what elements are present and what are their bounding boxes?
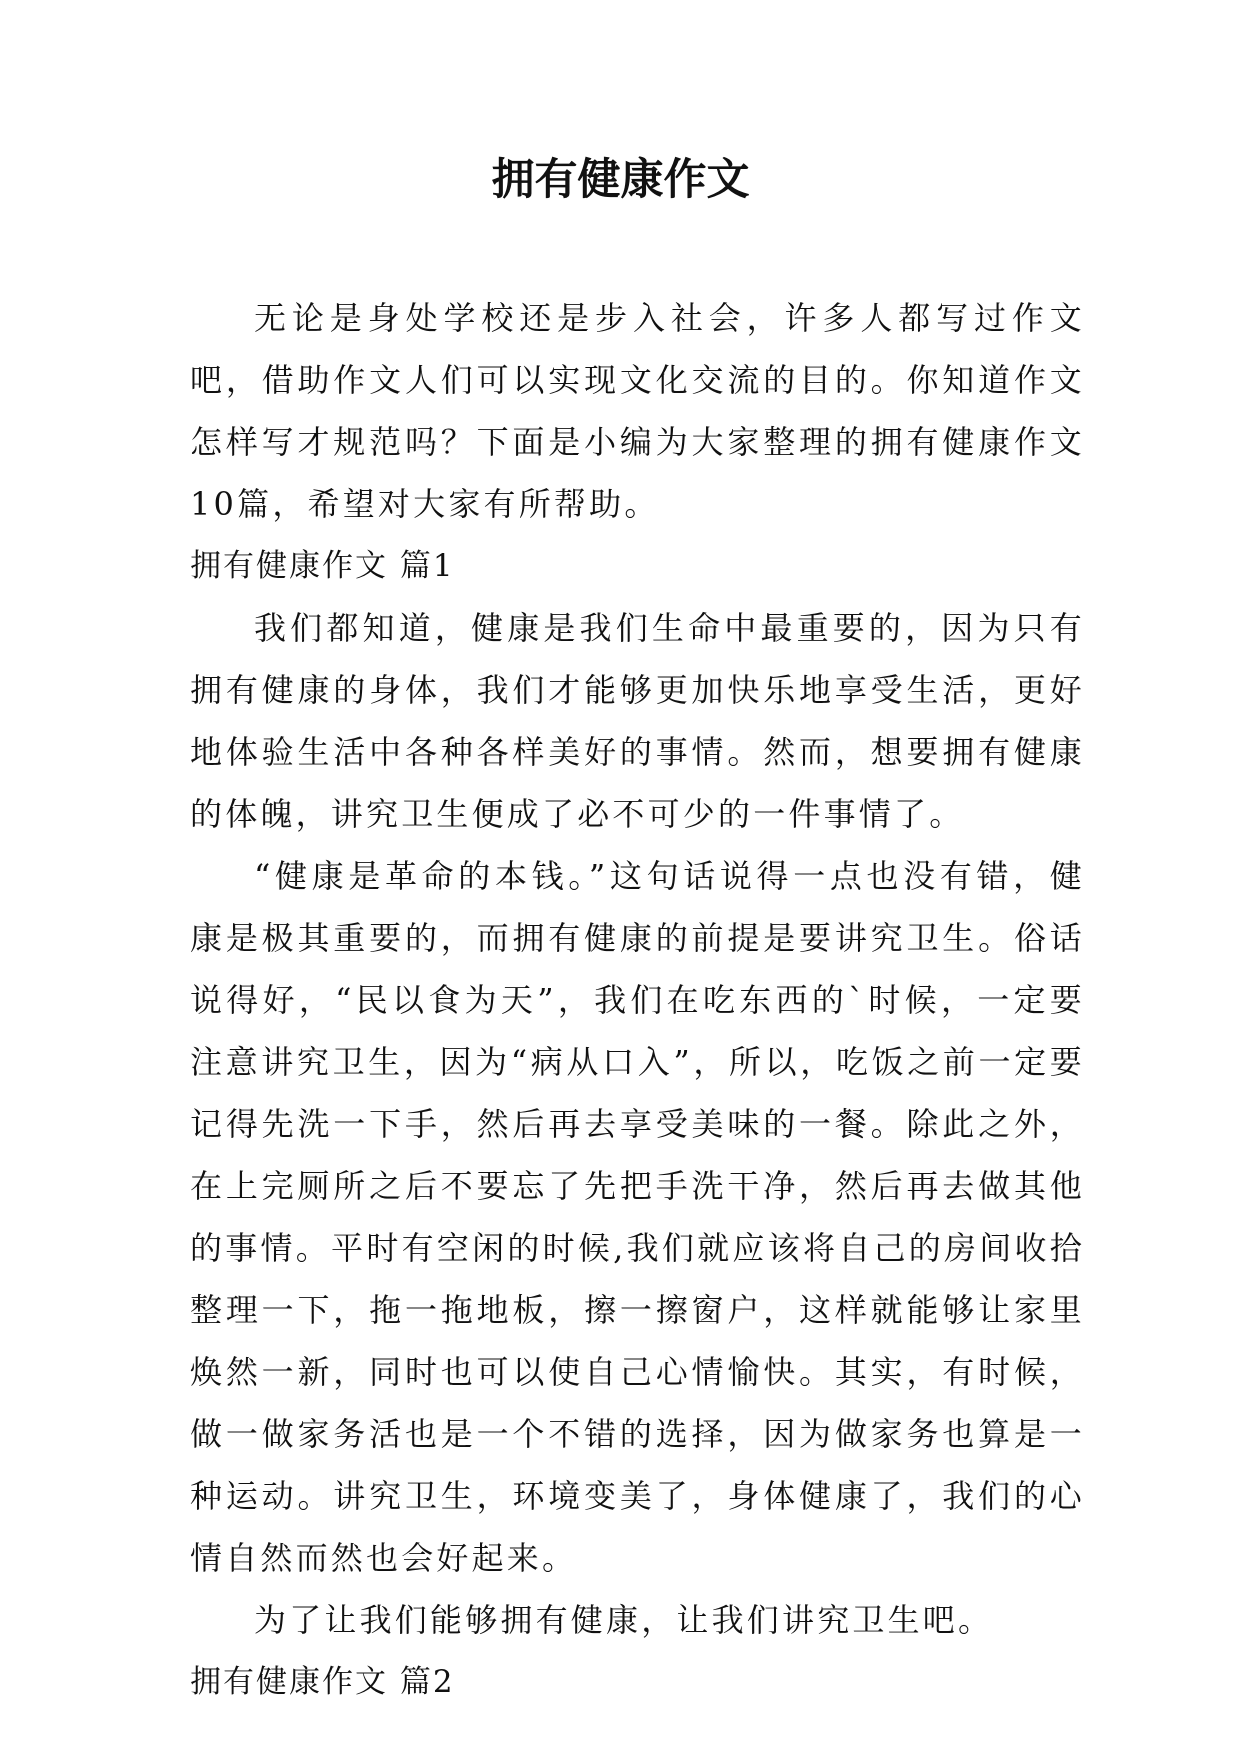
section-1-paragraph-2: “健康是革命的本钱。”这句话说得一点也没有错，健康是极其重要的，而拥有健康的前提是要讲究卫生。俗话说得好，“民以食为天”，我们在吃东西的`时候，一定要注意讲究卫生，因为“病从口入”，所以，吃饭之前一定要记得先洗一下手，然后再去享受美味的一餐。除此之外，在上完厕所之后不要忘了先把手洗干净，然后再去做其他的事情。平时有空闲的时候,我们就应该将自己的房间收拾整理一下，拖一拖地板，擦一擦窗户，这样就能够让家里焕然一新，同时也可以使自己心情愉快。其实，有时候，做一做家务活也是一个不错的选择，因为做家务也算是一种运动。讲究卫生，环境变美了，身体健康了，我们的心情自然而然也会好起来。 bbox=[190, 857, 1085, 1577]
section-1-heading: 拥有健康作文 篇1 bbox=[190, 548, 455, 584]
document-body bbox=[190, 287, 1085, 1713]
section-2-heading: 拥有健康作文 篇2 bbox=[190, 1664, 455, 1700]
section-1-paragraph-3: 为了让我们能够拥有健康，让我们讲究卫生吧。 bbox=[254, 1601, 994, 1639]
intro-paragraph: 无论是身处学校还是步入社会，许多人都写过作文吧，借助作文人们可以实现文化交流的目的。你知道作文怎样写才规范吗？下面是小编为大家整理的拥有健康作文10篇，希望对大家有所帮助。 bbox=[190, 299, 1085, 523]
document-title: 拥有健康作文 bbox=[491, 155, 750, 205]
section-1-paragraph-1: 我们都知道，健康是我们生命中最重要的，因为只有拥有健康的身体，我们才能够更加快乐地享受生活，更好地体验生活中各种各样美好的事情。然而，想要拥有健康的体魄，讲究卫生便成了必不可少的一件事情了。 bbox=[190, 609, 1085, 833]
